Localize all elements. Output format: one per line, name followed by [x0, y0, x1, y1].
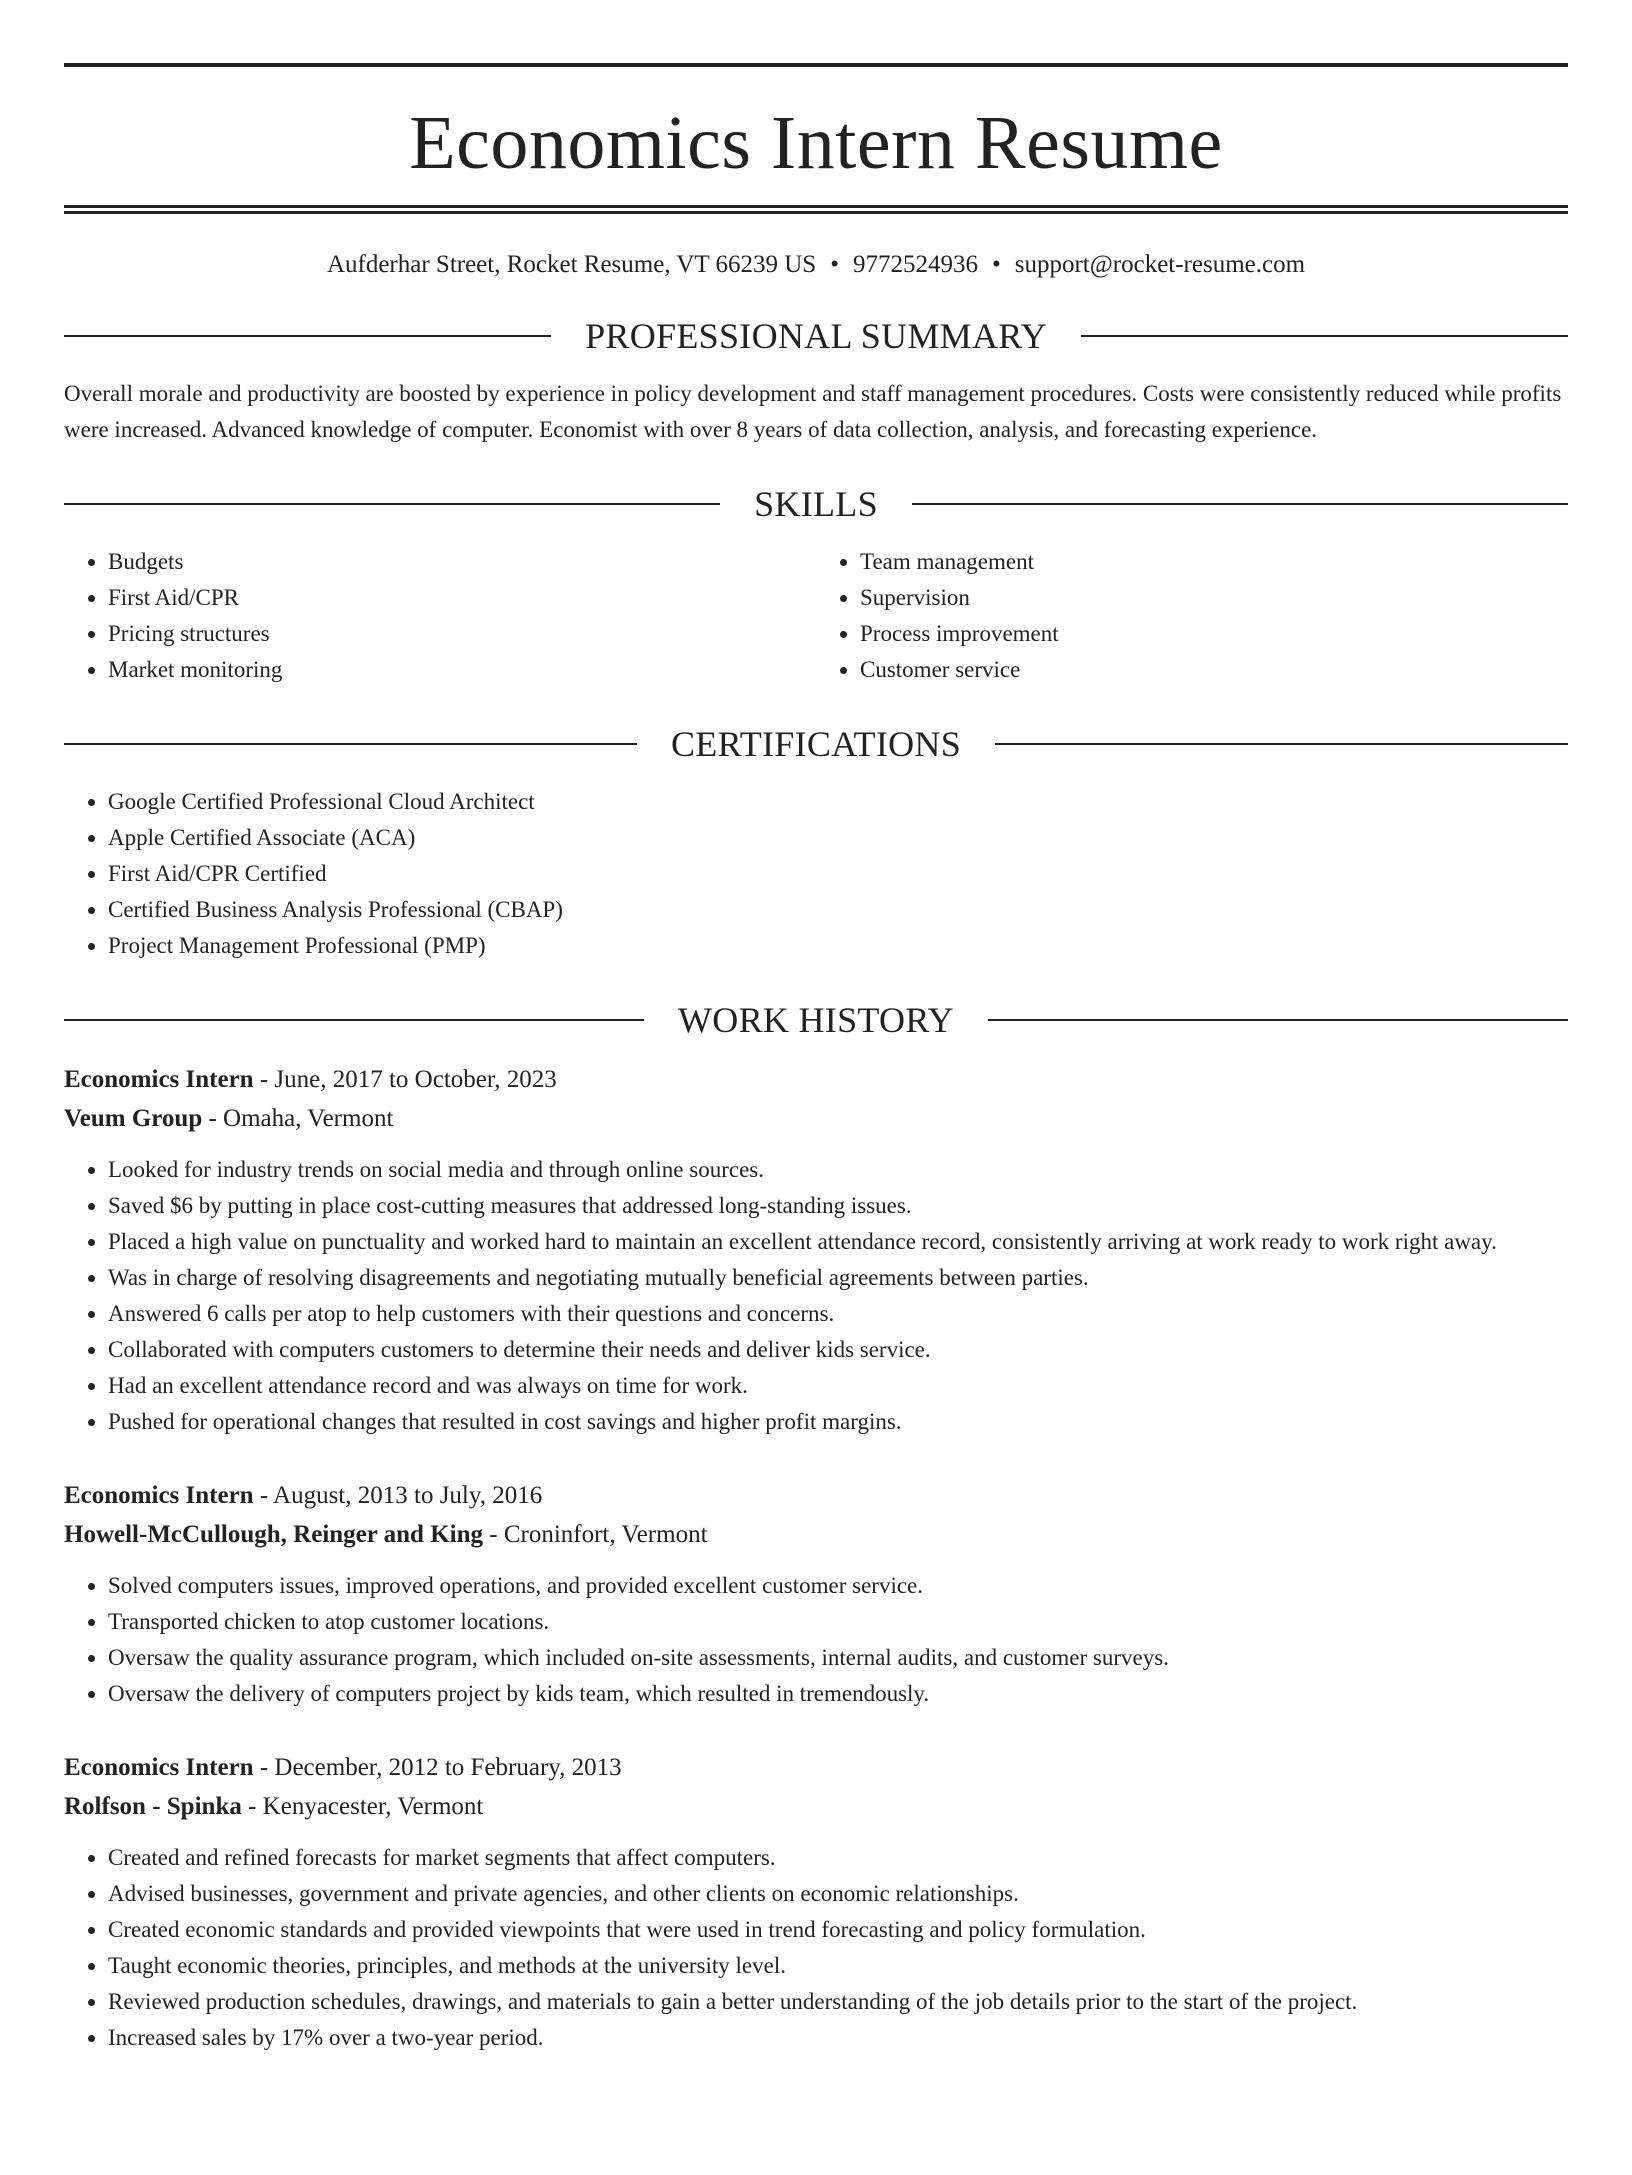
top-rule [64, 63, 1568, 67]
heading-rule [1081, 335, 1568, 337]
job-dates: - August, 2013 to July, 2016 [253, 1482, 543, 1509]
job-location: - Croninfort, Vermont [483, 1521, 708, 1548]
skill-item: • Customer service [860, 652, 1568, 688]
job-location: - Kenyacester, Vermont [241, 1793, 484, 1820]
contact-line [64, 250, 1568, 280]
job-bullet: • Reviewed production schedules, drawings, and materials to gain a better understanding of the job details prior to the start of the project. [108, 1984, 1568, 2020]
job-bullet: • Solved computers issues, improved operations, and provided excellent customer service. [108, 1568, 1568, 1604]
contact-separator: • [991, 251, 1001, 278]
heading-rule [64, 335, 551, 337]
job-bullets [64, 1840, 1568, 2056]
job-bullet: • Transported chicken to atop customer locations. [108, 1604, 1568, 1640]
skill-item: • Budgets [108, 544, 816, 580]
work-history-heading: WORK HISTORY [678, 1000, 954, 1040]
heading-rule [912, 503, 1568, 505]
job-company-line [64, 1515, 1568, 1554]
skill-item: • Market monitoring [108, 652, 816, 688]
resume-page [0, 63, 1632, 2175]
heading-rule [64, 503, 720, 505]
job-entry [64, 1476, 1568, 1712]
skills-columns [64, 544, 1568, 688]
job-title-line [64, 1060, 1568, 1099]
job-title-line [64, 1748, 1568, 1787]
job-entry [64, 1060, 1568, 1440]
section-heading-certifications [64, 724, 1568, 764]
job-bullet: • Placed a high value on punctuality and worked hard to maintain an excellent attendance record, consistently arriving at work ready to work right away. [108, 1224, 1568, 1260]
job-title: Economics Intern [64, 1066, 254, 1093]
job-bullet: • Oversaw the delivery of computers project by kids team, which resulted in tremendously. [108, 1676, 1568, 1712]
skill-item: • Pricing structures [108, 616, 816, 652]
skills-list-right [816, 544, 1568, 688]
job-bullet: • Answered 6 calls per atop to help customers with their questions and concerns. [108, 1296, 1568, 1332]
certification-item: • Certified Business Analysis Professional (CBAP) [108, 892, 1568, 928]
contact-separator: • [830, 251, 839, 278]
job-entry [64, 1748, 1568, 2056]
skills-list-left [64, 544, 816, 688]
job-bullets [64, 1568, 1568, 1712]
skills-heading: SKILLS [754, 484, 878, 524]
certification-item: • Project Management Professional (PMP) [108, 928, 1568, 964]
job-title: Economics Intern [64, 1754, 254, 1781]
job-bullets [64, 1152, 1568, 1440]
certifications-block [64, 784, 1568, 964]
job-bullet: • Pushed for operational changes that resulted in cost savings and higher profit margins. [108, 1404, 1568, 1440]
job-bullet: • Created economic standards and provided viewpoints that were used in trend forecasting and policy formulation. [108, 1912, 1568, 1948]
job-bullet: • Saved $6 by putting in place cost-cutting measures that addressed long-standing issues. [108, 1188, 1568, 1224]
skill-item: • Process improvement [860, 616, 1568, 652]
section-heading-skills [64, 484, 1568, 524]
job-bullet: • Increased sales by 17% over a two-year period. [108, 2020, 1568, 2056]
job-bullet: • Collaborated with computers customers to determine their needs and deliver kids service. [108, 1332, 1568, 1368]
job-company: Veum Group [64, 1105, 203, 1132]
job-dates: - December, 2012 to February, 2013 [253, 1754, 622, 1781]
section-heading-work-history [64, 1000, 1568, 1040]
job-bullet: • Looked for industry trends on social media and through online sources. [108, 1152, 1568, 1188]
certifications-list [64, 784, 1568, 964]
heading-rule [988, 1019, 1568, 1021]
resume-title: Economics Intern Resume [409, 101, 1223, 185]
certification-item: • First Aid/CPR Certified [108, 856, 1568, 892]
summary-text: Overall morale and productivity are boosted by experience in policy development and staff management procedures. Costs were consistently reduced while profits were increased. Advanced knowledge of computer. Economist with over 8 years of data collection, analysis, and forecasting experience. [64, 381, 1562, 442]
contact-address: Aufderhar Street, Rocket Resume, VT 66239 US [326, 251, 817, 278]
skill-item: • Supervision [860, 580, 1568, 616]
job-bullet: • Had an excellent attendance record and was always on time for work. [108, 1368, 1568, 1404]
section-heading-summary [64, 316, 1568, 356]
job-dates: - June, 2017 to October, 2023 [253, 1066, 557, 1093]
job-title: Economics Intern [64, 1482, 254, 1509]
heading-rule [64, 1019, 644, 1021]
job-bullet: • Was in charge of resolving disagreements and negotiating mutually beneficial agreements between parties. [108, 1260, 1568, 1296]
summary-heading: PROFESSIONAL SUMMARY [585, 316, 1047, 356]
certification-item: • Google Certified Professional Cloud Architect [108, 784, 1568, 820]
job-title-line [64, 1476, 1568, 1515]
job-company-line [64, 1787, 1568, 1826]
job-bullet: • Oversaw the quality assurance program, which included on-site assessments, internal audits, and customer surveys. [108, 1640, 1568, 1676]
contact-email[interactable]: support@rocket-resume.com [1014, 251, 1306, 278]
job-company: Rolfson - Spinka [64, 1793, 242, 1820]
certification-item: • Apple Certified Associate (ACA) [108, 820, 1568, 856]
job-company: Howell-McCullough, Reinger and King [64, 1521, 484, 1548]
heading-rule [995, 743, 1568, 745]
certifications-heading: CERTIFICATIONS [670, 724, 962, 764]
heading-rule [64, 743, 637, 745]
job-location: - Omaha, Vermont [202, 1105, 394, 1132]
title-double-rule [64, 205, 1568, 214]
skill-item: • First Aid/CPR [108, 580, 816, 616]
job-bullet: • Taught economic theories, principles, and methods at the university level. [108, 1948, 1568, 1984]
job-company-line [64, 1099, 1568, 1138]
job-bullet: • Advised businesses, government and private agencies, and other clients on economic relationships. [108, 1876, 1568, 1912]
job-bullet: • Created and refined forecasts for market segments that affect computers. [108, 1840, 1568, 1876]
contact-phone: 9772524936 [852, 251, 978, 278]
skill-item: • Team management [860, 544, 1568, 580]
